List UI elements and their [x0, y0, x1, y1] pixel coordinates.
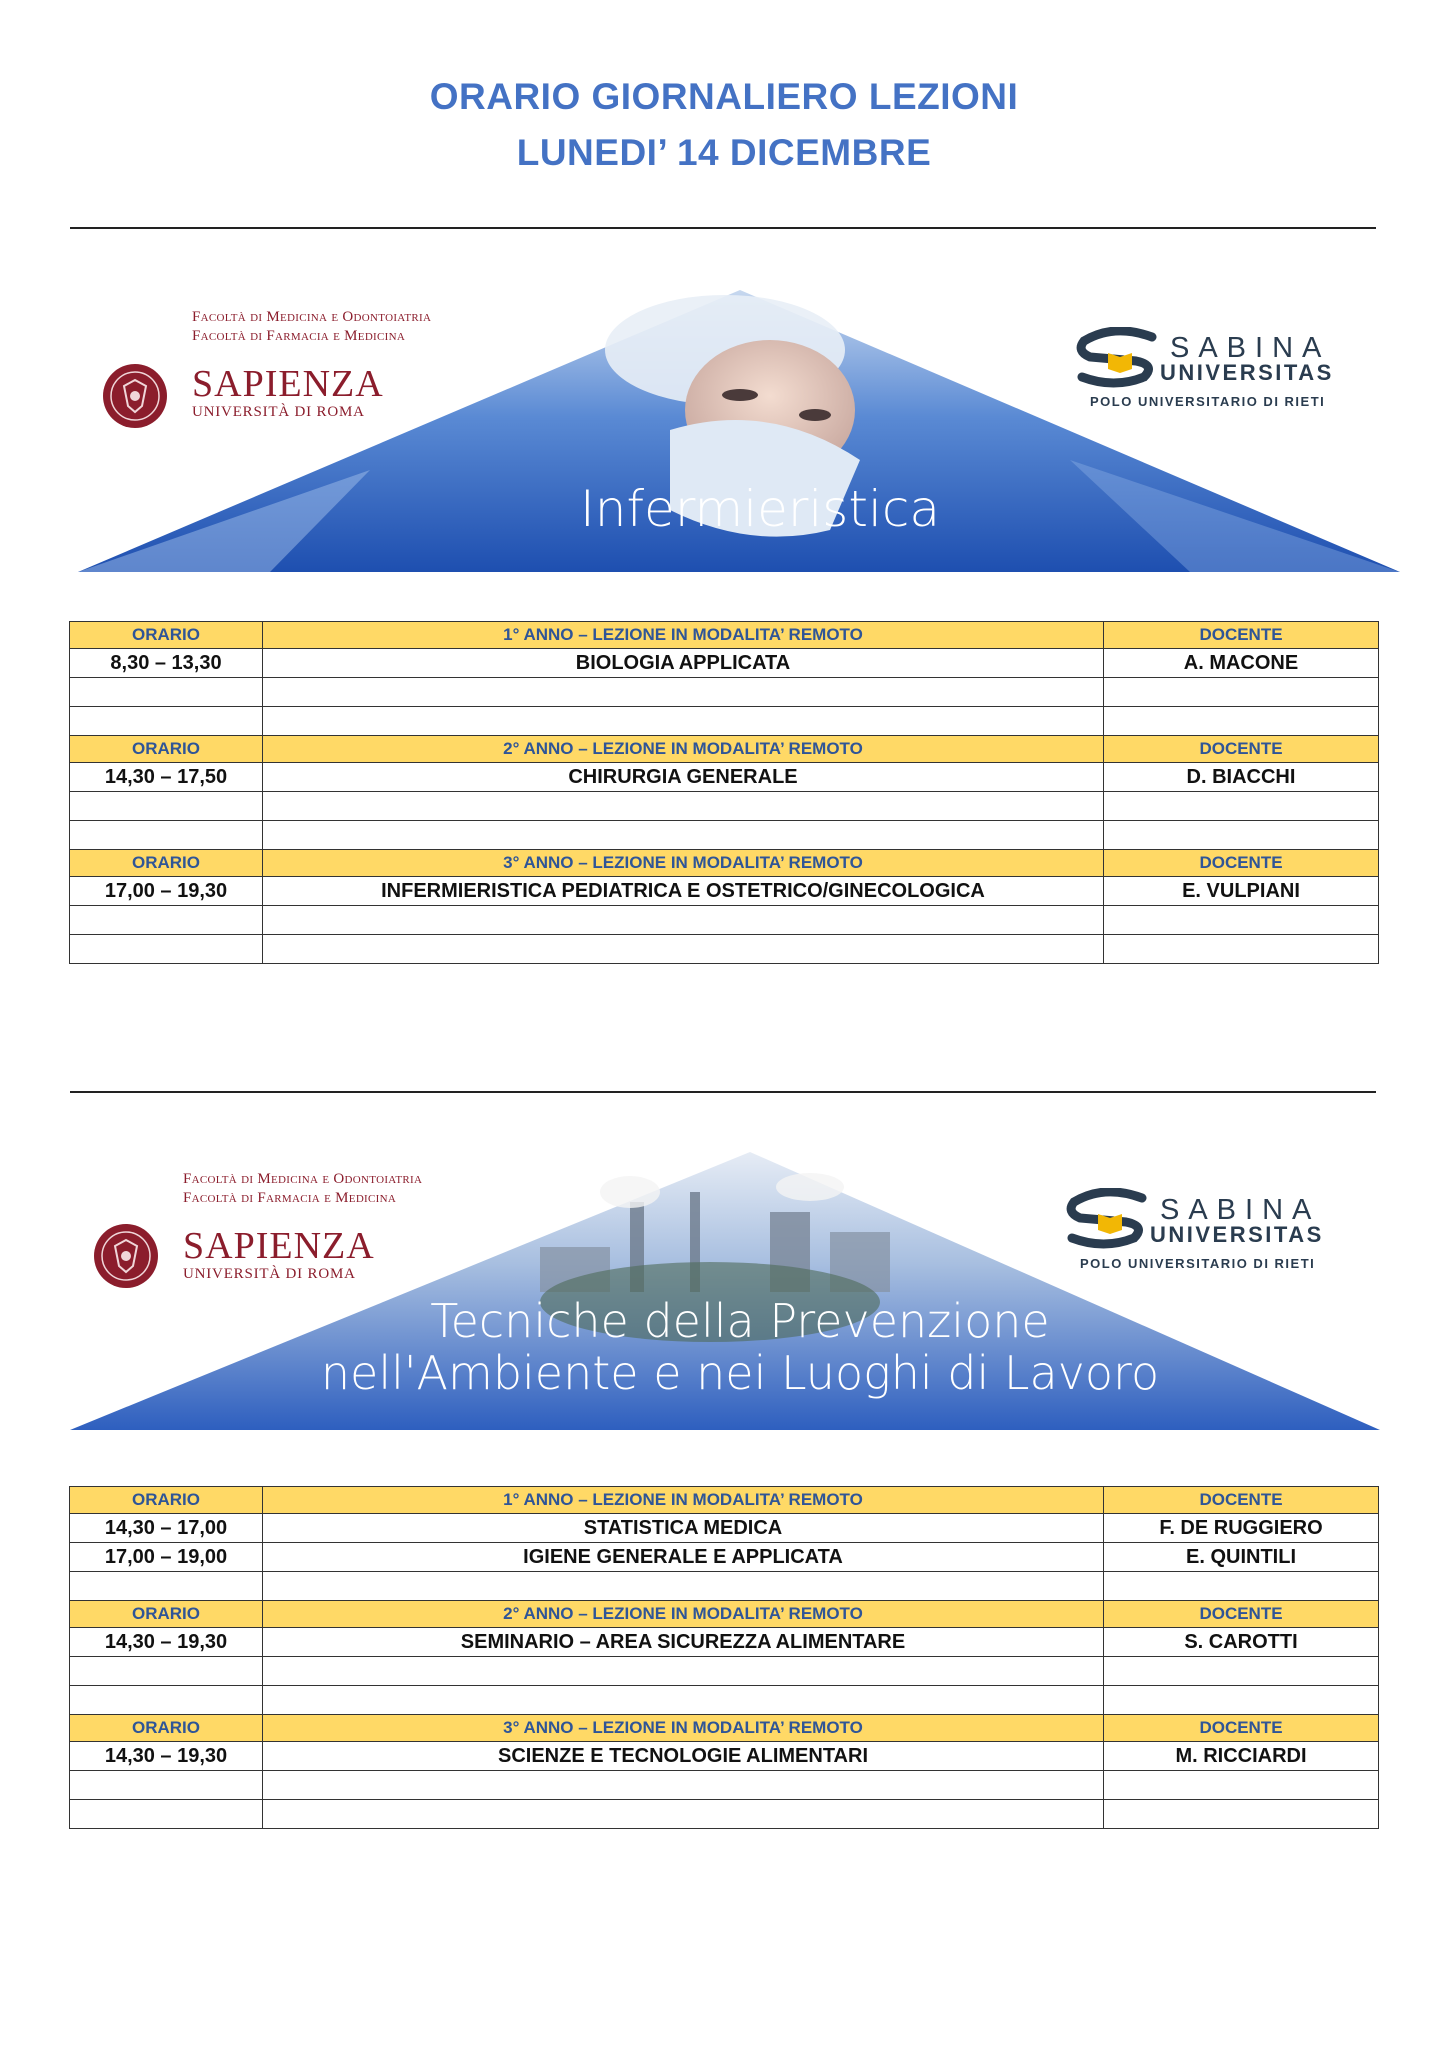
- cell-subject: STATISTICA MEDICA: [263, 1514, 1104, 1543]
- cell-time: 8,30 – 13,30: [70, 649, 263, 678]
- header-docente: DOCENTE: [1104, 850, 1379, 877]
- cell-teacher: [1104, 1572, 1379, 1601]
- table-row: [70, 1628, 1379, 1657]
- header-orario: ORARIO: [70, 1715, 263, 1742]
- table-header-row: [70, 1487, 1379, 1514]
- cell-time: 14,30 – 17,00: [70, 1514, 263, 1543]
- sapienza-name: SAPIENZA: [192, 363, 384, 405]
- cell-subject: BIOLOGIA APPLICATA: [263, 649, 1104, 678]
- sabina-polo: POLO UNIVERSITARIO DI RIETI: [1080, 1256, 1316, 1271]
- sabina-name: SABINA: [1170, 332, 1331, 364]
- cell-time: 14,30 – 19,30: [70, 1628, 263, 1657]
- table-row: [70, 1742, 1379, 1771]
- table-header-row: [70, 1601, 1379, 1628]
- course-title-line1: Tecniche della Prevenzione: [430, 1294, 1050, 1348]
- table-row: [70, 763, 1379, 792]
- course-title-line2: nell'Ambiente e nei Luoghi di Lavoro: [320, 1346, 1160, 1400]
- cell-time: [70, 821, 263, 850]
- sabina-universitas: UNIVERSITAS: [1160, 360, 1334, 385]
- header-orario: ORARIO: [70, 622, 263, 649]
- cell-teacher: [1104, 935, 1379, 964]
- header-docente: DOCENTE: [1104, 736, 1379, 763]
- cell-time: [70, 1657, 263, 1686]
- cell-time: 17,00 – 19,00: [70, 1543, 263, 1572]
- cell-time: [70, 1800, 263, 1829]
- header-docente: DOCENTE: [1104, 622, 1379, 649]
- cell-teacher: [1104, 1657, 1379, 1686]
- cell-teacher: S. CAROTTI: [1104, 1628, 1379, 1657]
- header-lesson: 2° ANNO – LEZIONE IN MODALITA’ REMOTO: [263, 736, 1104, 763]
- cell-subject: [263, 1800, 1104, 1829]
- course-title: Infermieristica: [580, 480, 940, 538]
- cell-subject: CHIRURGIA GENERALE: [263, 763, 1104, 792]
- table-row: [70, 1514, 1379, 1543]
- header-docente: DOCENTE: [1104, 1715, 1379, 1742]
- faculty-line1: Facoltà di Medicina e Odontoiatria: [192, 309, 432, 325]
- page-title-line1: ORARIO GIORNALIERO LEZIONI: [429, 76, 1019, 117]
- cell-time: [70, 1686, 263, 1715]
- schedule-table-infermieristica: [69, 621, 1379, 964]
- schedule-table-tecniche-prevenzione: [69, 1486, 1379, 1829]
- divider-middle: [70, 1091, 1376, 1093]
- header-orario: ORARIO: [70, 850, 263, 877]
- table-row: [70, 1771, 1379, 1800]
- sapienza-seal-logo: [93, 1220, 159, 1292]
- sabina-universitas: UNIVERSITAS: [1150, 1222, 1324, 1247]
- header-lesson: 3° ANNO – LEZIONE IN MODALITA’ REMOTO: [263, 1715, 1104, 1742]
- sabina-polo: POLO UNIVERSITARIO DI RIETI: [1090, 394, 1326, 409]
- cell-time: 14,30 – 17,50: [70, 763, 263, 792]
- header-docente: DOCENTE: [1104, 1487, 1379, 1514]
- header-lesson: 1° ANNO – LEZIONE IN MODALITA’ REMOTO: [263, 1487, 1104, 1514]
- header-lesson: 3° ANNO – LEZIONE IN MODALITA’ REMOTO: [263, 850, 1104, 877]
- cell-subject: IGIENE GENERALE E APPLICATA: [263, 1543, 1104, 1572]
- table-row: [70, 707, 1379, 736]
- cell-time: 14,30 – 19,30: [70, 1742, 263, 1771]
- cell-teacher: [1104, 707, 1379, 736]
- header-orario: ORARIO: [70, 736, 263, 763]
- cell-teacher: [1104, 1800, 1379, 1829]
- table-header-row: [70, 622, 1379, 649]
- table-row: [70, 649, 1379, 678]
- cell-subject: SCIENZE E TECNOLOGIE ALIMENTARI: [263, 1742, 1104, 1771]
- cell-time: 17,00 – 19,30: [70, 877, 263, 906]
- page-title-line2: LUNEDI’ 14 DICEMBRE: [516, 132, 932, 173]
- cell-subject: [263, 906, 1104, 935]
- table-row: [70, 1800, 1379, 1829]
- cell-time: [70, 792, 263, 821]
- table-header-row: [70, 736, 1379, 763]
- cell-subject: [263, 707, 1104, 736]
- header-orario: ORARIO: [70, 1487, 263, 1514]
- cell-subject: [263, 678, 1104, 707]
- cell-teacher: M. RICCIARDI: [1104, 1742, 1379, 1771]
- table-header-row: [70, 850, 1379, 877]
- sapienza-subtitle: UNIVERSITÀ DI ROMA: [192, 404, 365, 420]
- table-row: [70, 1686, 1379, 1715]
- faculty-line1: Facoltà di Medicina e Odontoiatria: [183, 1171, 423, 1187]
- table-row: [70, 935, 1379, 964]
- cell-teacher: E. VULPIANI: [1104, 877, 1379, 906]
- table-row: [70, 678, 1379, 707]
- header-lesson: 1° ANNO – LEZIONE IN MODALITA’ REMOTO: [263, 622, 1104, 649]
- sapienza-subtitle: UNIVERSITÀ DI ROMA: [183, 1266, 356, 1282]
- cell-subject: [263, 1686, 1104, 1715]
- cell-subject: [263, 1657, 1104, 1686]
- cell-teacher: D. BIACCHI: [1104, 763, 1379, 792]
- table-row: [70, 1657, 1379, 1686]
- cell-subject: SEMINARIO – AREA SICUREZZA ALIMENTARE: [263, 1628, 1104, 1657]
- cell-teacher: [1104, 678, 1379, 707]
- cell-teacher: E. QUINTILI: [1104, 1543, 1379, 1572]
- sabina-book-logo: [1074, 327, 1164, 389]
- table-row: [70, 1543, 1379, 1572]
- cell-subject: [263, 792, 1104, 821]
- sapienza-seal-logo: [102, 360, 168, 432]
- cell-subject: [263, 1572, 1104, 1601]
- cell-teacher: [1104, 906, 1379, 935]
- cell-subject: [263, 821, 1104, 850]
- cell-teacher: F. DE RUGGIERO: [1104, 1514, 1379, 1543]
- cell-subject: [263, 1771, 1104, 1800]
- table-row: [70, 877, 1379, 906]
- header-orario: ORARIO: [70, 1601, 263, 1628]
- divider-top: [70, 227, 1376, 229]
- table-row: [70, 906, 1379, 935]
- cell-time: [70, 906, 263, 935]
- sapienza-name: SAPIENZA: [183, 1225, 375, 1267]
- cell-time: [70, 1572, 263, 1601]
- faculty-line2: Facoltà di Farmacia e Medicina: [183, 1190, 397, 1206]
- cell-teacher: [1104, 821, 1379, 850]
- faculty-line2: Facoltà di Farmacia e Medicina: [192, 328, 406, 344]
- cell-time: [70, 935, 263, 964]
- table-row: [70, 1572, 1379, 1601]
- cell-time: [70, 678, 263, 707]
- table-header-row: [70, 1715, 1379, 1742]
- sabina-name: SABINA: [1160, 1194, 1321, 1226]
- cell-time: [70, 1771, 263, 1800]
- header-lesson: 2° ANNO – LEZIONE IN MODALITA’ REMOTO: [263, 1601, 1104, 1628]
- table-row: [70, 821, 1379, 850]
- cell-time: [70, 707, 263, 736]
- header-docente: DOCENTE: [1104, 1601, 1379, 1628]
- cell-teacher: [1104, 792, 1379, 821]
- cell-teacher: [1104, 1686, 1379, 1715]
- cell-teacher: [1104, 1771, 1379, 1800]
- table-row: [70, 792, 1379, 821]
- cell-teacher: A. MACONE: [1104, 649, 1379, 678]
- cell-subject: INFERMIERISTICA PEDIATRICA E OSTETRICO/GINECOLOGICA: [263, 877, 1104, 906]
- sabina-book-logo: [1064, 1188, 1154, 1250]
- cell-subject: [263, 935, 1104, 964]
